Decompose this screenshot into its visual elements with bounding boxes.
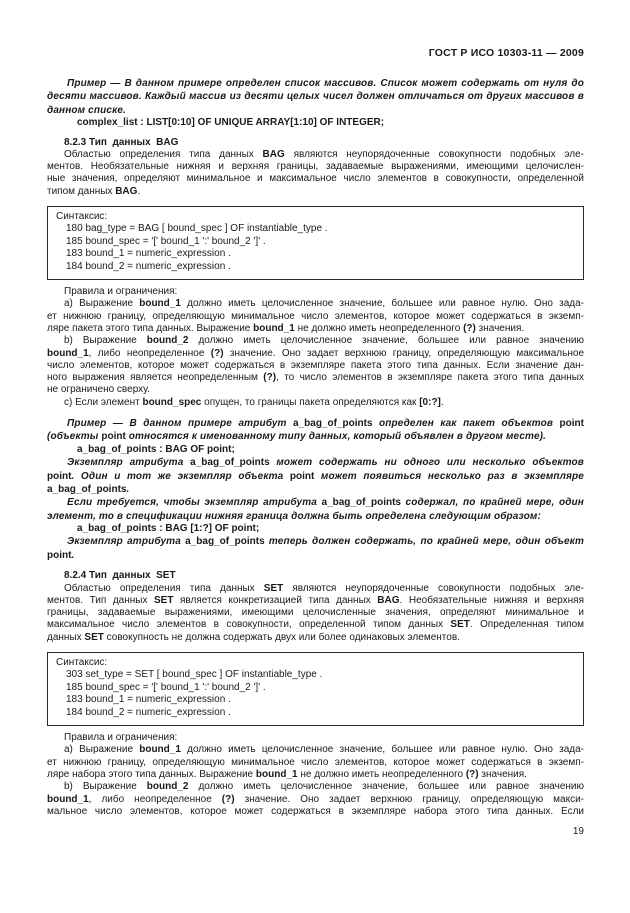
text-line	[47, 496, 584, 509]
text-segment: Пример — В данном примере атрибут	[67, 418, 294, 429]
text-segment: point	[289, 470, 315, 482]
text-segment: значения.	[478, 768, 527, 780]
text-segment: теперь должен содержать, по крайней мере, один объект	[264, 536, 585, 548]
text-line	[47, 632, 584, 644]
text-line	[47, 372, 584, 384]
text-line	[47, 794, 584, 806]
text-line	[47, 323, 584, 335]
text-segment: point	[47, 549, 72, 561]
grammar-rule-line: 184 bound_2 = numeric_expression .	[66, 260, 231, 272]
paragraph	[47, 286, 584, 298]
text-line	[47, 397, 584, 409]
text-line	[47, 161, 584, 173]
paragraph	[47, 335, 584, 396]
section-heading: 8.2.4 Тип данных SET	[64, 570, 176, 582]
text-segment: Правила и ограничения:	[64, 286, 178, 298]
text-line	[47, 781, 584, 793]
example-paragraph	[47, 496, 584, 523]
grammar-rule-line: 184 bound_2 = numeric_expression .	[66, 706, 231, 718]
grammar-rule-line: 183 bound_1 = numeric_expression .	[66, 694, 231, 706]
text-segment: ет нижнюю границу, определяющую минимальное число элементов, которое может содержаться в экземп-	[47, 756, 584, 768]
text-segment: . Один и тот же экземпляр объекта	[71, 470, 290, 482]
example-paragraph	[47, 417, 584, 444]
text-segment: point	[47, 470, 72, 482]
text-segment: Если требуется, чтобы экземпляр атрибута	[67, 497, 322, 509]
text-segment: Экземпляр атрибута	[67, 457, 191, 469]
text-segment: ментов. Тип данных	[47, 594, 154, 606]
text-segment: bound_1	[253, 322, 295, 334]
text-segment: a_bag_of_points	[321, 497, 401, 509]
text-segment: значение. Оно задает верхнюю границу, определяющую макси-	[234, 793, 584, 805]
section-heading: 8.2.3 Тип данных BAG	[64, 136, 179, 148]
text-line	[47, 757, 584, 769]
text-line	[47, 384, 584, 396]
text-segment: bound_spec	[142, 396, 202, 408]
text-line	[47, 417, 584, 430]
text-segment: , то число элементов в экземпляре пакета этого типа данных	[276, 372, 584, 384]
text-line	[47, 549, 584, 562]
text-line	[47, 583, 584, 595]
text-segment: ляре пакета этого типа данных. Выражение	[47, 322, 254, 334]
text-segment: bound_1	[47, 793, 89, 805]
text-line	[47, 510, 584, 523]
text-line	[47, 744, 584, 756]
text-segment: не ограничено сверху.	[47, 384, 150, 396]
example-paragraph	[47, 456, 584, 496]
text-segment: a_bag_of_points	[190, 457, 270, 469]
code-line: a_bag_of_points : BAG [1:?] OF point;	[77, 523, 260, 535]
text-segment: point	[101, 431, 126, 443]
text-segment: , либо неопределенное	[88, 793, 222, 805]
paragraph	[47, 397, 584, 409]
text-segment: SET	[154, 594, 174, 606]
text-segment: относятся к именованному типу данных, который объявлен в другом месте).	[125, 431, 547, 443]
text-segment: ментов. Необязательные нижняя и верхняя границы, задаваемые выражениями, имеющими целочислен-	[47, 161, 584, 173]
text-line	[47, 286, 584, 298]
text-segment: не должно иметь неопределенного	[297, 768, 466, 780]
text-line	[47, 806, 584, 818]
text-segment: BAG	[115, 185, 138, 197]
text-segment: число элементов, которое может содержаться в экземпляре пакета этого типа данных. Если значение дан-	[47, 359, 584, 371]
text-segment: границы, задаваемые выражениями, имеющими целочисленные значения, определяют минимальное и	[47, 607, 584, 619]
text-segment: значения.	[475, 322, 525, 334]
text-segment: Экземпляр атрибута	[67, 536, 186, 548]
text-segment: максимальное число элементов в совокупности, определенной типом данных	[47, 619, 451, 631]
text-segment: должно иметь целочисленное значение, большее или равное значению	[188, 781, 584, 793]
text-line	[47, 149, 584, 161]
grammar-rule-line: 183 bound_1 = numeric_expression .	[66, 248, 231, 260]
text-segment: .	[71, 549, 75, 561]
paragraph	[47, 298, 584, 335]
text-segment: Пример — В данном примере определен список массивов. Список может содержать от нуля до	[67, 78, 584, 89]
text-segment: c) Если элемент	[64, 396, 143, 408]
text-segment: . Определенная типом	[469, 619, 585, 631]
grammar-rule-line: 185 bound_spec = '[' bound_1 ':' bound_2 ']' .	[66, 235, 266, 247]
text-segment: bound_1	[139, 298, 181, 310]
text-line	[47, 470, 584, 483]
text-segment: должно иметь целочисленное значение, большее или равное нулю. Оно зада-	[180, 744, 584, 756]
text-segment: bound_1	[139, 744, 181, 756]
text-segment: BAG	[262, 148, 285, 160]
text-line	[47, 335, 584, 347]
grammar-rule-line: 180 bag_type = BAG [ bound_spec ] OF instantiable_type .	[66, 223, 328, 235]
text-segment: a) Выражение	[64, 744, 140, 756]
paragraph	[47, 781, 584, 818]
text-line	[47, 483, 584, 496]
example-paragraph	[47, 77, 584, 117]
text-segment: BAG	[377, 594, 400, 606]
page-number: 19	[572, 826, 584, 837]
example-paragraph	[47, 535, 584, 562]
text-segment: b) Выражение	[64, 781, 147, 793]
paragraph	[47, 583, 584, 644]
text-segment: не должно иметь неопределенного	[294, 322, 464, 334]
text-segment: ет нижнюю границу, определяющую минимальное число элементов, которое может содержаться в экземп-	[47, 310, 584, 322]
text-segment: bound_1	[255, 768, 298, 780]
code-line: complex_list : LIST[0:10] OF UNIQUE ARRAY[1:10] OF INTEGER;	[77, 117, 385, 129]
text-segment: bound_2	[146, 335, 189, 347]
text-segment: значение. Оно задает верхнюю границу, определяющую максимальное	[223, 347, 585, 359]
text-segment: опущен, то границы пакета определяются как	[201, 396, 420, 408]
text-segment: ляре набора этого типа данных. Выражение	[47, 768, 256, 780]
text-line	[47, 769, 584, 781]
syntax-label: Синтаксис:	[56, 657, 108, 669]
text-segment: b) Выражение	[64, 335, 147, 347]
text-segment: совокупность не должна содержать двух или более одинаковых элементов.	[103, 631, 460, 643]
text-segment: мальное число элементов, которое может содержаться в экземпляре набора этого типа данных. Если	[47, 805, 584, 817]
text-line	[47, 360, 584, 372]
paragraph	[47, 732, 584, 744]
text-segment: типом данных	[47, 185, 116, 197]
code-line: a_bag_of_points : BAG OF point;	[77, 443, 235, 455]
text-segment: ные значения, определяют минимальное и максимальное число элементов в совокупности, определенной	[47, 173, 584, 185]
text-segment: .	[137, 185, 141, 197]
text-segment: point	[559, 418, 584, 429]
text-segment: является конкретизацией типа данных	[173, 594, 378, 606]
text-line	[47, 595, 584, 607]
text-line	[47, 607, 584, 619]
text-segment: элемент, то в спецификации нижняя граница должна быть определена следующим образом:	[47, 510, 541, 522]
text-line	[47, 77, 584, 90]
text-segment: , либо неопределенное	[88, 347, 211, 359]
text-line	[47, 619, 584, 631]
text-segment: данных	[47, 631, 85, 643]
text-segment: bound_1	[47, 347, 89, 359]
text-line	[47, 732, 584, 744]
running-header: ГОСТ Р ИСО 10303-11 — 2009	[428, 47, 584, 59]
text-segment: Областью определения типа данных	[64, 582, 264, 594]
text-segment: (объекты	[47, 431, 102, 443]
text-segment: десяти массивов. Каждый массив из десяти целых чисел должен отличаться от других массивов в	[47, 91, 584, 103]
text-line	[47, 535, 584, 548]
text-segment: являются неупорядоченные совокупности подобных эле-	[283, 582, 584, 594]
text-segment: может содержать ни одного или несколько объектов	[269, 457, 584, 469]
grammar-rule-line: 303 set_type = SET [ bound_spec ] OF instantiable_type .	[66, 669, 323, 681]
text-line	[47, 104, 584, 117]
text-segment: a_bag_of_points	[185, 536, 265, 548]
text-segment: ного выражения является неопределенным	[47, 372, 264, 384]
syntax-label: Синтаксис:	[56, 211, 108, 222]
text-segment: a_bag_of_points	[47, 483, 127, 495]
text-segment: Областью определения типа данных	[64, 148, 263, 160]
text-line	[47, 311, 584, 323]
text-segment: (?)	[221, 793, 235, 805]
text-line	[47, 348, 584, 360]
text-segment: . Необязательные нижняя и верхняя	[399, 594, 584, 606]
document-content	[47, 59, 584, 818]
text-segment: .	[440, 396, 444, 408]
text-segment: [0:?]	[419, 396, 441, 408]
text-segment: Правила и ограничения:	[64, 732, 178, 744]
text-line	[47, 456, 584, 469]
text-segment: содержал, по крайней мере, один	[400, 497, 584, 509]
syntax-box	[47, 652, 584, 726]
text-segment: может появиться несколько раз в экземпляре	[314, 470, 585, 482]
text-segment: должно иметь целочисленное значение, большее или равное значению	[188, 335, 584, 347]
text-segment: SET	[450, 619, 470, 631]
text-line	[47, 90, 584, 103]
text-segment: (?)	[263, 372, 277, 384]
text-line	[47, 173, 584, 185]
grammar-rule-line: 185 bound_spec = '[' bound_1 ':' bound_2 ']' .	[66, 681, 266, 693]
text-segment: данном списке.	[47, 104, 126, 116]
syntax-box	[47, 206, 584, 280]
text-segment: (?)	[210, 347, 224, 359]
text-segment: (?)	[463, 322, 476, 334]
text-line	[47, 298, 584, 310]
text-segment: a_bag_of_points	[293, 418, 373, 429]
paragraph	[47, 149, 584, 198]
text-segment: должно иметь целочисленное значение, большее или равное нулю. Оно зада-	[180, 298, 584, 310]
paragraph	[47, 744, 584, 781]
text-segment: SET	[84, 631, 104, 643]
text-line	[47, 430, 584, 443]
text-segment: .	[126, 483, 130, 495]
text-segment: bound_2	[146, 781, 189, 793]
text-segment: определен как пакет объектов	[372, 418, 560, 429]
text-line	[47, 186, 584, 198]
text-segment: SET	[263, 582, 284, 594]
text-segment: a) Выражение	[64, 298, 140, 310]
text-segment: являются неупорядоченные совокупности подобных эле-	[284, 148, 584, 160]
text-segment: (?)	[465, 768, 479, 780]
